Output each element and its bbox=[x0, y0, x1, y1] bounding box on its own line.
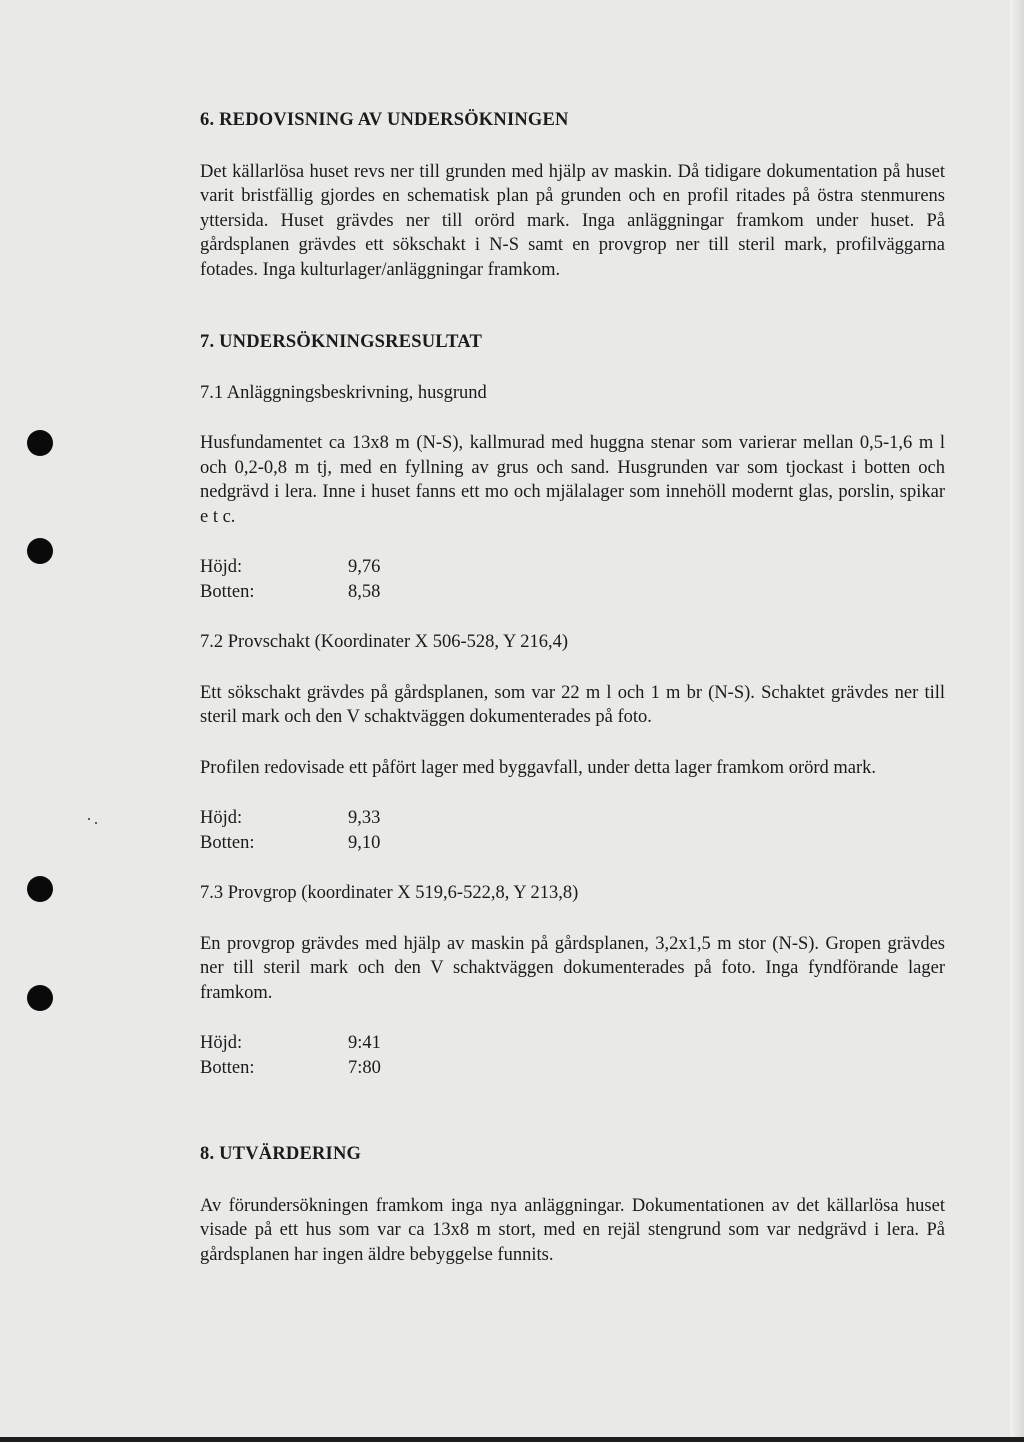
subsection-7-3-title: 7.3 Provgrop (koordinater X 519,6-522,8, Y 213,8) bbox=[200, 883, 579, 903]
subsection-7-2-body-2: Profilen redovisade ett påfört lager med byggavfall, under detta lager framkom orörd mark. bbox=[200, 757, 877, 778]
hojd-value: 9,33 bbox=[348, 808, 381, 828]
section-6-heading: 6. REDOVISNING AV UNDERSÖKNINGEN bbox=[200, 110, 569, 130]
subsection-7-3-levels bbox=[200, 1031, 945, 1080]
section-6-body: Det källarlösa huset revs ner till grunden med hjälp av maskin. Då tidigare dokumentation på huset varit bristfällig gjordes en schematisk plan på grunden och en profil ritades på östra stenmurens yttersida. Huset grävdes ner till orörd mark. Inga anläggningar framkom under huset. På gårdsplanen grävdes ett sökschakt i N-S samt en provgrop ner till steril mark, profilväggarna fotades. Inga kulturlager/anläggningar framkom. bbox=[200, 161, 945, 280]
hojd-label: Höjd: bbox=[200, 808, 243, 828]
subsection-7-3-body: En provgrop grävdes med hjälp av maskin på gårdsplanen, 3,2x1,5 m stor (N-S). Gropen grävdes ner till steril mark och den V schaktväggen dokumenterades på foto. Inga fyndförande lager framkom. bbox=[200, 933, 945, 1003]
subsection-7-2-body-1: Ett sökschakt grävdes på gårdsplanen, som var 22 m l och 1 m br (N-S). Schaktet grävdes ner till steril mark och den V schaktväggen dokumenterades på foto. bbox=[200, 682, 945, 727]
subsection-7-1-levels bbox=[200, 555, 945, 604]
botten-label: Botten: bbox=[200, 832, 255, 853]
punch-hole bbox=[27, 430, 53, 456]
document-body bbox=[200, 108, 945, 1267]
subsection-7-2-title: 7.2 Provschakt (Koordinater X 506-528, Y 216,4) bbox=[200, 632, 569, 652]
hojd-label: Höjd: bbox=[200, 557, 243, 577]
subsection-7-2-levels bbox=[200, 806, 945, 855]
hojd-value: 9:41 bbox=[348, 1033, 381, 1053]
botten-value: 7:80 bbox=[348, 1057, 381, 1078]
hojd-label: Höjd: bbox=[200, 1033, 243, 1053]
botten-label: Botten: bbox=[200, 1057, 255, 1078]
hojd-value: 9,76 bbox=[348, 557, 381, 577]
subsection-7-1-title: 7.1 Anläggningsbeskrivning, husgrund bbox=[200, 382, 487, 403]
botten-label: Botten: bbox=[200, 581, 255, 602]
scan-speck bbox=[95, 822, 97, 824]
scan-speck bbox=[88, 818, 90, 820]
section-8-body: Av förundersökningen framkom inga nya anläggningar. Dokumentationen av det källarlösa huset visade på ett hus som var ca 13x8 m stort, med en rejäl stengrund som var nedgrävd i lera. På gårdsplanen har ingen äldre bebyggelse funnits. bbox=[200, 1195, 945, 1265]
punch-hole bbox=[27, 876, 53, 902]
section-8-heading: 8. UTVÄRDERING bbox=[200, 1144, 362, 1164]
botten-value: 8,58 bbox=[348, 581, 381, 602]
punch-hole bbox=[27, 538, 53, 564]
punch-hole bbox=[27, 985, 53, 1011]
subsection-7-1-body: Husfundamentet ca 13x8 m (N-S), kallmurad med huggna stenar som varierar mellan 0,5-1,6 m l och 0,2-0,8 m tj, med en fyllning av grus och sand. Husgrunden var som tjockast i botten och nedgrävd i lera. Inne i huset fanns ett mo och mjälalager som innehöll modernt glas, porslin, spikar e t c. bbox=[200, 433, 945, 527]
page-edge-shadow bbox=[1010, 0, 1024, 1444]
section-7-heading: 7. UNDERSÖKNINGSRESULTAT bbox=[200, 332, 483, 352]
botten-value: 9,10 bbox=[348, 832, 381, 853]
